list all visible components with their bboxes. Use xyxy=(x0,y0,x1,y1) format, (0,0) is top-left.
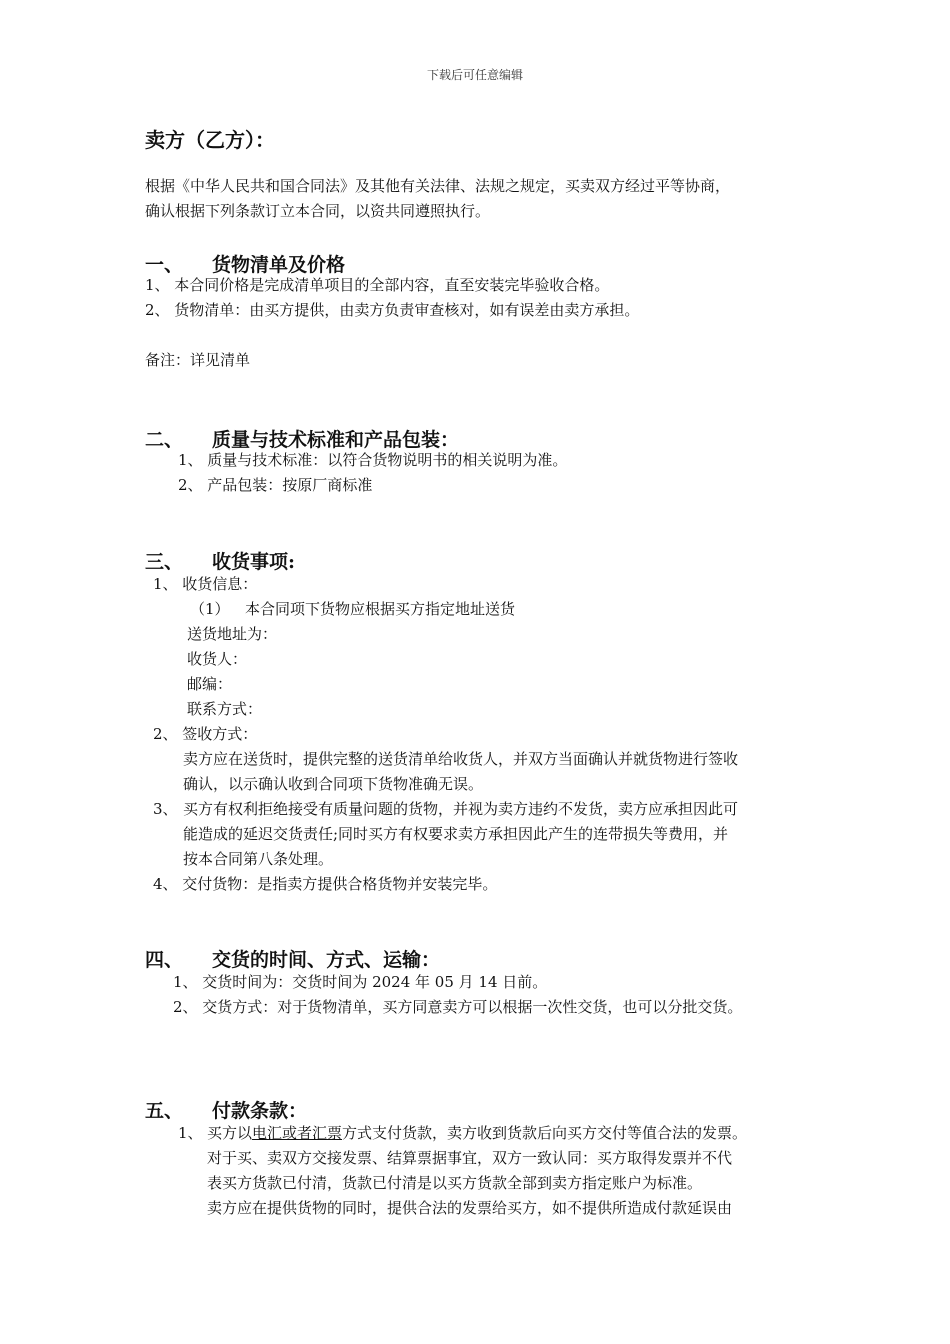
payment-suffix: 方式支付货款，卖方收到货款后向买方交付等值合法的发票。 xyxy=(342,1124,748,1142)
section-5-item-1-line-1 xyxy=(207,1121,747,1146)
section-3-item-2-line-1: 卖方应在送货时，提供完整的送货清单给收货人，并双方当面确认并就货物进行签收 xyxy=(183,750,739,768)
receiver-label: 收货人： xyxy=(187,650,248,668)
section-3-item-1: 1、 收货信息： xyxy=(153,575,258,593)
section-3-number: 三、 xyxy=(145,551,184,573)
payment-prefix: 买方以 xyxy=(207,1124,253,1142)
section-1-title: 货物清单及价格 xyxy=(212,254,346,276)
section-4-title: 交货的时间、方式、运输： xyxy=(212,949,441,971)
section-2-number: 二、 xyxy=(145,429,184,451)
section-3-item-3-line-1: 买方有权利拒绝接受有质量问题的货物，并视为卖方违约不发货，卖方应承担因此可 xyxy=(183,800,739,818)
delivery-address-label: 送货地址为： xyxy=(187,625,278,643)
section-5-title: 付款条款： xyxy=(212,1100,308,1122)
intro-line-1: 根据《中华人民共和国合同法》及其他有关法律、法规之规定，买卖双方经过平等协商， xyxy=(145,177,731,195)
section-3-item-3-line-3: 按本合同第八条处理。 xyxy=(183,850,334,868)
section-3-item-3-number: 3、 xyxy=(153,800,178,818)
section-3-title: 收货事项: xyxy=(212,551,296,573)
section-3-item-4: 4、 交付货物：是指卖方提供合格货物并安装完毕。 xyxy=(153,875,498,893)
section-5-item-1-number: 1、 xyxy=(178,1124,203,1142)
contact-label: 联系方式： xyxy=(187,700,263,718)
section-3-item-2-line-2: 确认，以示确认收到合同项下货物准确无误。 xyxy=(183,775,484,793)
section-3-item-2: 2、 签收方式： xyxy=(153,725,258,743)
section-1-item-2: 2、 货物清单：由买方提供，由卖方负责审查核对，如有误差由卖方承担。 xyxy=(145,301,640,319)
seller-title: 卖方（乙方）： xyxy=(145,128,275,152)
section-1-note: 备注：详见清单 xyxy=(145,351,251,369)
zip-label: 邮编： xyxy=(187,675,233,693)
section-4-item-1: 1、 交货时间为：交货时间为 2024 年 05 月 14 日前。 xyxy=(173,973,548,991)
section-4-item-2: 2、 交货方式：对于货物清单，买方同意卖方可以根据一次性交货，也可以分批交货。 xyxy=(173,998,743,1016)
intro-line-2: 确认根据下列条款订立本合同，以资共同遵照执行。 xyxy=(145,202,491,220)
payment-method: 电汇或者汇票 xyxy=(252,1124,343,1142)
section-1-number: 一、 xyxy=(145,254,184,276)
section-2-title: 质量与技术标准和产品包装： xyxy=(212,429,460,451)
section-1-item-1: 1、 本合同价格是完成清单项目的全部内容，直至安装完毕验收合格。 xyxy=(145,276,610,294)
section-5-number: 五、 xyxy=(145,1100,184,1122)
section-5-item-1-line-2: 对于买、卖双方交接发票、结算票据事宜，双方一致认同：买方取得发票并不代 xyxy=(207,1149,733,1167)
section-3-item-3-line-2: 能造成的延迟交货责任;同时买方有权要求卖方承担因此产生的连带损失等费用，并 xyxy=(183,825,729,843)
section-5-item-1-line-4: 卖方应在提供货物的同时，提供合法的发票给买方，如不提供所造成付款延误由 xyxy=(207,1199,733,1217)
section-3-item-1a-number: （1） xyxy=(190,600,230,618)
section-2-item-2: 2、 产品包装：按原厂商标准 xyxy=(178,476,373,494)
page-header: 下载后可任意编辑 xyxy=(426,68,523,82)
section-4-number: 四、 xyxy=(145,949,184,971)
section-3-item-1a-text: 本合同项下货物应根据买方指定地址送货 xyxy=(245,600,516,618)
section-2-item-1: 1、 质量与技术标准：以符合货物说明书的相关说明为准。 xyxy=(178,451,568,469)
section-5-item-1-line-3: 表买方货款已付清，货款已付清是以买方货款全部到卖方指定账户为标准。 xyxy=(207,1174,703,1192)
